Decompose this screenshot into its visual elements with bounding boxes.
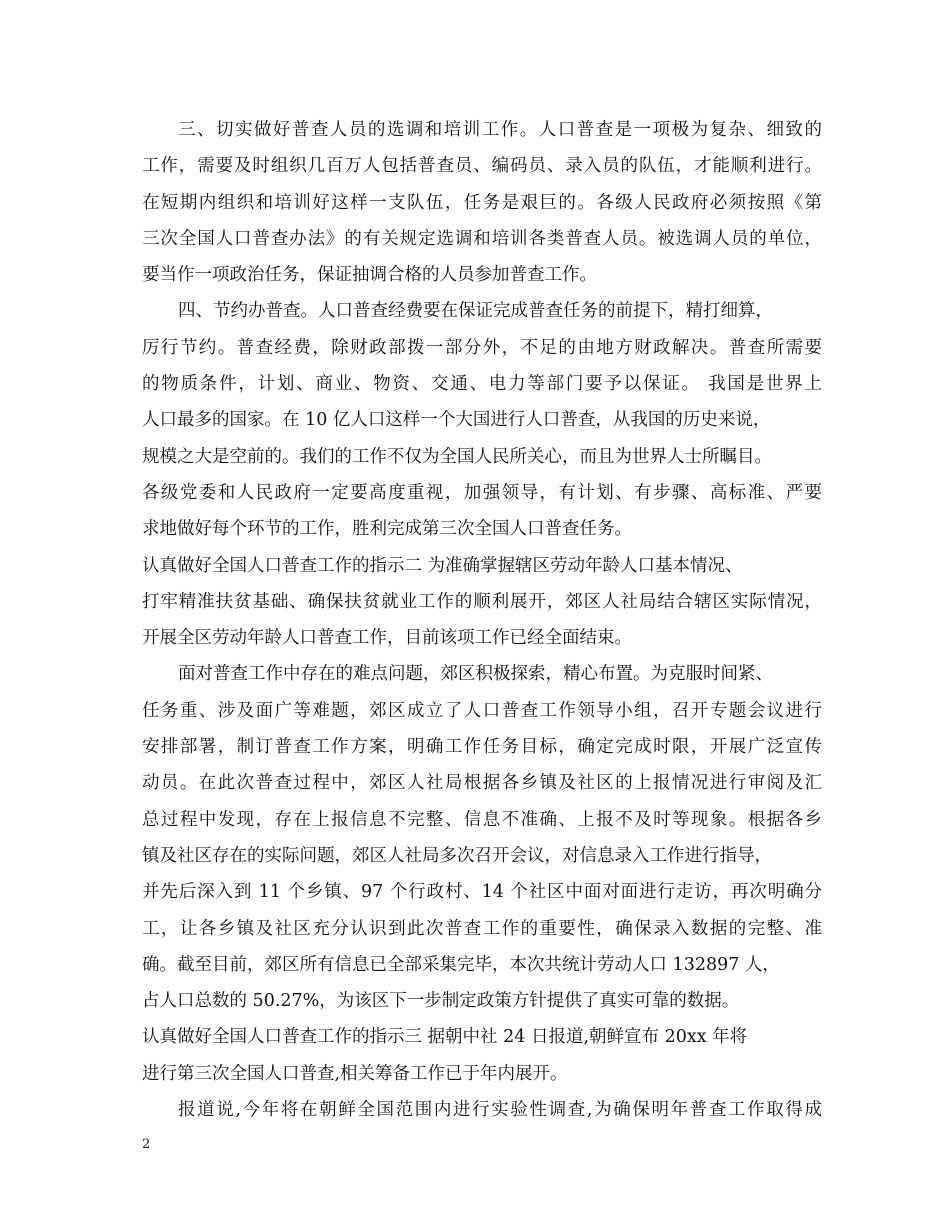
text-line: 人口最多的国家。在 10 亿人口这样一个大国进行人口普查，从我国的历史来说， [142, 410, 771, 431]
text-line: 求地做好每个环节的工作，胜利完成第三次全国人口普查任务。 [142, 519, 632, 540]
text-line: 要当作一项政治任务，保证抽调合格的人员参加普查工作。 [142, 265, 597, 286]
text-line: 占人口总数的 50.27%，为该区下一步制定政策方针提供了真实可靠的数据。 [142, 991, 740, 1012]
text-line: 厉行节约。普查经费，除财政部拨一部分外，不足的由地方财政解决。普查所需要 [142, 337, 822, 358]
text-line: 三次全国人口普查办法》的有关规定选调和培训各类普查人员。被选调人员的单位， [142, 228, 822, 249]
text-line: 并先后深入到 11 个乡镇、97 个行政村、14 个社区中面对面进行走访，再次明确分 [142, 882, 822, 903]
text-line: 动员。在此次普查过程中，郊区人社局根据各乡镇及社区的上报情况进行审阅及汇 [142, 773, 822, 794]
text-line: 工作，需要及时组织几百万人包括普查员、编码员、录入员的队伍，才能顺利进行。 [142, 156, 822, 177]
text-line: 各级党委和人民政府一定要高度重视，加强领导，有计划、有步骤、高标准、严要 [142, 482, 822, 503]
text-line: 的物质条件，计划、商业、物资、交通、电力等部门要予以保证。 我国是世界上 [142, 374, 822, 395]
text-line: 确。截至目前，郊区所有信息已全部采集完毕，本次共统计劳动人口 132897 人， [142, 954, 780, 975]
text-line: 在短期内组织和培训好这样一支队伍，任务是艰巨的。各级人民政府必须按照《第 [142, 192, 822, 213]
text-line: 工，让各乡镇及社区充分认识到此次普查工作的重要性，确保录入数据的完整、准 [142, 918, 822, 939]
page-number: 2 [142, 1137, 151, 1152]
text-line: 镇及社区存在的实际问题，郊区人社局多次召开会议，对信息录入工作进行指导， [142, 845, 772, 866]
text-line: 报道说,今年将在朝鲜全国范围内进行实验性调查,为确保明年普查工作取得成 [178, 1100, 822, 1121]
document-body [142, 112, 822, 1128]
text-line: 规模之大是空前的。我们的工作不仅为全国人民所关心，而且为世界人士所瞩目。 [142, 446, 772, 467]
text-line: 开展全区劳动年龄人口普查工作，目前该项工作已经全面结束。 [142, 628, 632, 649]
text-line: 进行第三次全国人口普查,相关筹备工作已于年内展开。 [142, 1063, 568, 1084]
text-line: 任务重、涉及面广等难题，郊区成立了人口普查工作领导小组，召开专题会议进行 [142, 700, 822, 721]
text-line: 三、切实做好普查人员的选调和培训工作。人口普查是一项极为复杂、细致的 [178, 120, 822, 140]
text-line: 认真做好全国人口普查工作的指示三 据朝中社 24 日报道,朝鲜宣布 20xx 年将 [142, 1027, 748, 1048]
text-line: 总过程中发现，存在上报信息不完整、信息不准确、上报不及时等现象。根据各乡 [142, 809, 822, 830]
text-line: 打牢精准扶贫基础、确保扶贫就业工作的顺利展开，郊区人社局结合辖区实际情况， [142, 591, 822, 612]
text-line: 认真做好全国人口普查工作的指示二 为准确掌握辖区劳动年龄人口基本情况、 [142, 555, 743, 576]
text-line: 安排部署，制订普查工作方案，明确工作任务目标，确定完成时限，开展广泛宣传 [142, 737, 822, 758]
text-line: 四、节约办普查。人口普查经费要在保证完成普查任务的前提下，精打细算， [178, 301, 773, 322]
text-line: 面对普查工作中存在的难点问题，郊区积极探索，精心布置。为克服时间紧、 [178, 664, 773, 685]
